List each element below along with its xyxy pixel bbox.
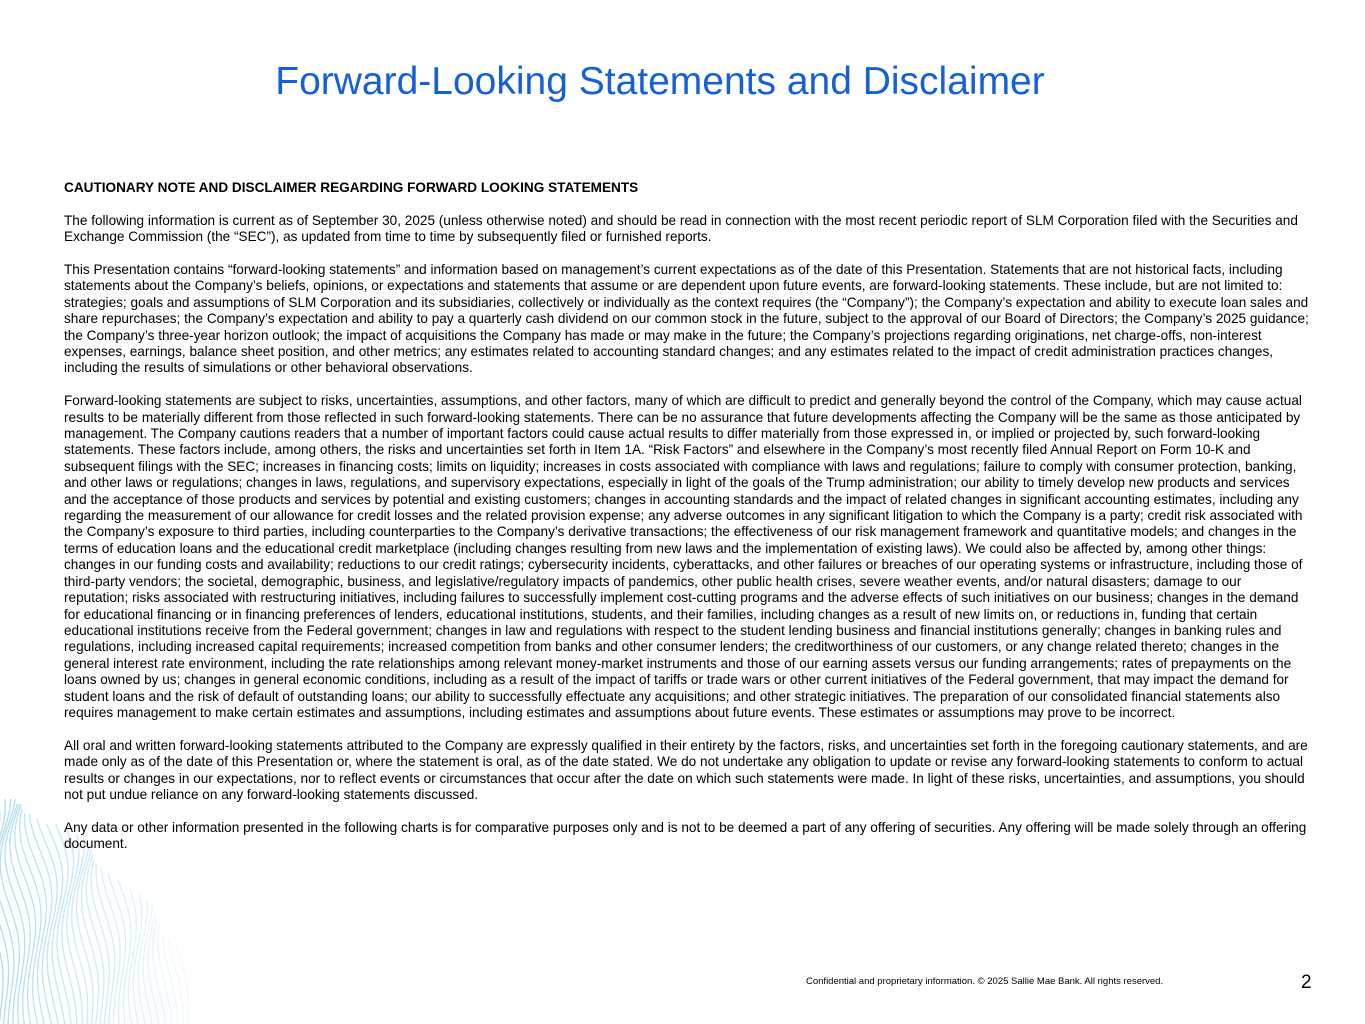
section-heading: CAUTIONARY NOTE AND DISCLAIMER REGARDING FORWARD LOOKING STATEMENTS [64, 180, 639, 195]
disclaimer-body [64, 180, 1309, 869]
paragraph-risk-factors: Forward-looking statements are subject to risks, uncertainties, assumptions, and other factors, many of which are difficult to predict and generally beyond the control of the Company, which may cause actual results to be materially different from those reflected in such forward-looking statements. There can be no assurance that future developments affecting the Company will be the same as those anticipated by management. The Company cautions readers that a number of important factors could cause actual results to differ materially from those expressed in, or implied or projected by, such forward-looking statements. These factors include, among others, the risks and uncertainties set forth in Item 1A. “Risk Factors” and elsewhere in the Company’s most recently filed Annual Report on Form 10-K and subsequent filings with the SEC; increases in financing costs; limits on liquidity; increases in costs associated with compliance with laws and regulations; failure to comply with consumer protection, banking, and other laws or regulations; changes in laws, regulations, and supervisory expectations, especially in light of the goals of the Trump administration; our ability to timely develop new products and services and the acceptance of those products and services by potential and existing customers; changes in accounting standards and the impact of related changes in significant accounting estimates, including any regarding the measurement of our allowance for credit losses and the related provision expense; any adverse outcomes in any significant litigation to which the Company is a party; credit risk associated with the Company’s exposure to third parties, including counterparties to the Company’s derivative transactions; the effectiveness of our risk management framework and quantitative models; and changes in the terms of education loans and the educational credit marketplace (including changes resulting from new laws and the implementation of existing laws). We could also be affected by, among other things: changes in our funding costs and availability; reductions to our credit ratings; cybersecurity incidents, cyberattacks, and other failures or breaches of our operating systems or infrastructure, including those of third-party vendors; the societal, demographic, business, and legislative/regulatory impacts of pandemics, other public health crises, severe weather events, and/or natural disasters; damage to our reputation; risks associated with restructuring initiatives, including failures to successfully implement cost-cutting programs and the adverse effects of such initiatives on our business; changes in the demand for educational financing or in financing preferences of lenders, educational institutions, students, and their families, including changes as a result of new limits on, or reductions in, funding that certain educational institutions receive from the Federal government; changes in law and regulations with respect to the student lending business and financial institutions generally; changes in banking rules and regulations, including increased capital requirements; increased competition from banks and other consumer lenders; the creditworthiness of our customers, or any change related thereto; changes in the general interest rate environment, including the rate relationships among relevant money-market instruments and those of our earning assets versus our funding arrangements; rates of prepayments on the loans owned by us; changes in general economic conditions, including as a result of the impact of tariffs or trade wars or other current initiatives of the Federal government, that may impact the demand for student loans and the risk of default of outstanding loans; our ability to successfully effectuate any acquisitions; and other strategic initiatives. The preparation of our consolidated financial statements also requires management to make certain estimates and assumptions, including estimates and assumptions about future events. These estimates or assumptions may prove to be incorrect. [64, 393, 1303, 720]
paragraph-offering-notice: Any data or other information presented in the following charts is for comparative purposes only and is not to be deemed a part of any offering of securities. Any offering will be made solely through an offering document. [64, 819, 1307, 852]
paragraph-forward-looking-definition: This Presentation contains “forward-looking statements” and information based on management’s current expectations as of the date of this Presentation. Statements that are not historical facts, including statements about the Company’s beliefs, opinions, or expectations and statements that assume or are dependent upon future events, are forward-looking statements. These include, but are not limited to: strategies; goals and assumptions of SLM Corporation and its subsidiaries, collectively or individually as the context requires (the “Company”); the Company’s expectation and ability to execute loan sales and share repurchases; the Company’s expectation and ability to pay a quarterly cash dividend on our common stock in the future, subject to the approval of our Board of Directors; the Company’s 2025 guidance; the Company’s three-year horizon outlook; the impact of acquisitions the Company has made or may make in the future; the Company’s projections regarding originations, net charge-offs, non-interest expenses, earnings, balance sheet position, and other metrics; any estimates related to accounting standard changes; and any estimates related to the impact of credit administration practices changes, including the results of simulations or other behavioral observations. [64, 262, 1309, 376]
page-number: 2 [1301, 972, 1312, 993]
page-title: Forward-Looking Statements and Disclaimer [275, 60, 1045, 103]
footer-confidentiality: Confidential and proprietary information. © 2025 Sallie Mae Bank. All rights reserved. [806, 976, 1164, 987]
paragraph-info-currency: The following information is current as of September 30, 2025 (unless otherwise noted) and should be read in connection with the most recent periodic report of SLM Corporation filed with the Securities and Exchange Commission (the “SEC”), as updated from time to time by subsequently filed or furnished reports. [64, 212, 1298, 245]
paragraph-qualification: All oral and written forward-looking statements attributed to the Company are expressly qualified in their entirety by the factors, risks, and uncertainties set forth in the foregoing cautionary statements, and are made only as of the date of this Presentation or, where the statement is oral, as of the date stated. We do not undertake any obligation to update or revise any forward-looking statements to conform to actual results or changes in our expectations, nor to reflect events or circumstances that occur after the date on which such statements were made. In light of these risks, uncertainties, and assumptions, you should not put undue reliance on any forward-looking statements discussed. [64, 737, 1308, 802]
